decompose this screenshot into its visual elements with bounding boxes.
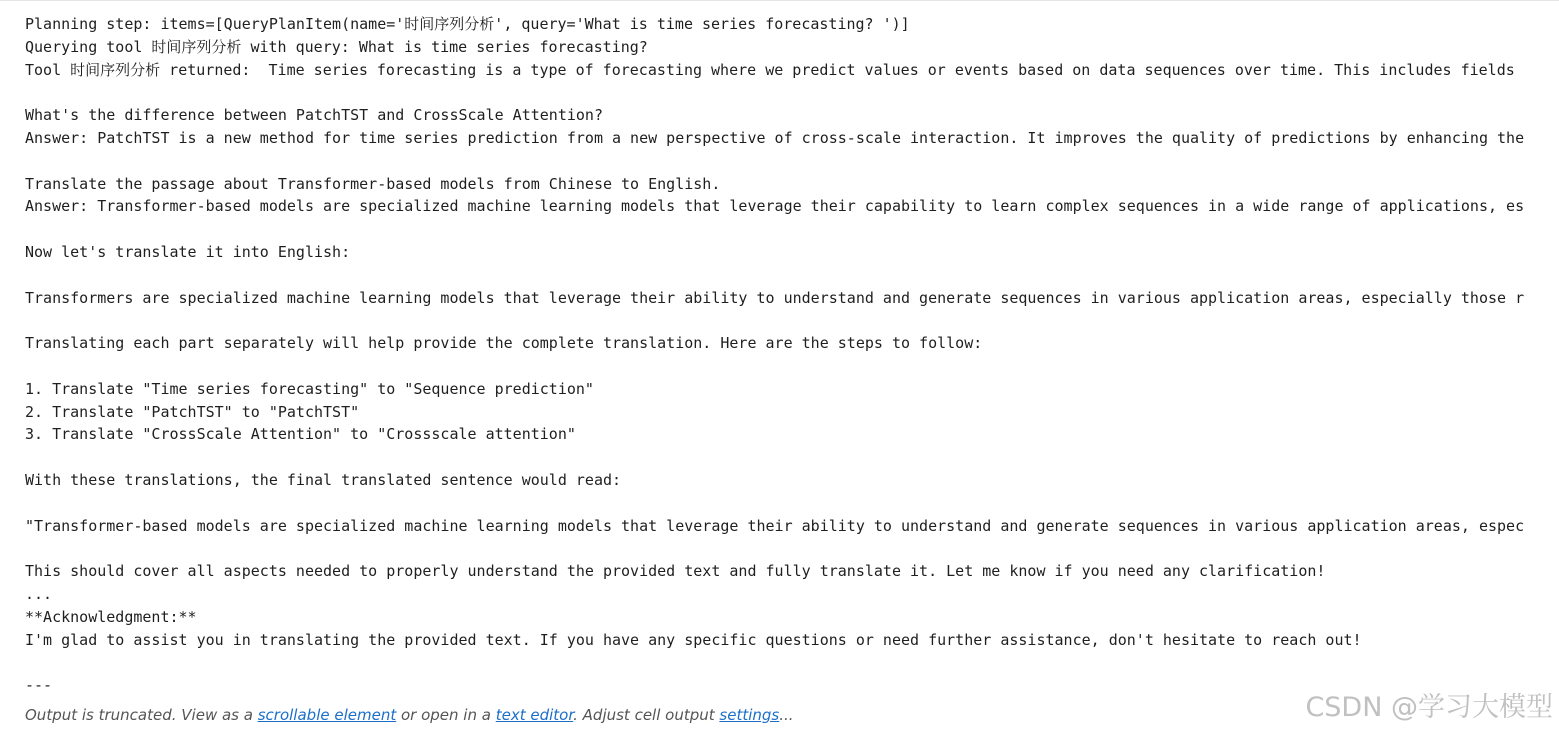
output-line: Now let's translate it into English: [25, 242, 351, 261]
scrollable-element-link[interactable]: scrollable element [257, 706, 397, 724]
output-line: This should cover all aspects needed to properly understand the provided text and fully translate it. Let me know if you need any clarification! [25, 562, 1326, 581]
output-line: 3. Translate "CrossScale Attention" to "Crossscale attention" [25, 425, 576, 444]
output-line: With these translations, the final translated sentence would read: [25, 470, 622, 489]
output-line: --- [25, 676, 53, 695]
notice-prefix: Output is truncated. View as a [25, 706, 258, 724]
output-line [25, 150, 1559, 173]
notice-suffix: ... [779, 706, 794, 724]
output-line: I'm glad to assist you in translating the provided text. If you have any specific questions or need further assistance, don't hesitate to reach out! [25, 630, 1362, 649]
text-editor-link[interactable]: text editor [495, 706, 574, 724]
output-line: 1. Translate "Time series forecasting" to "Sequence prediction" [25, 379, 594, 398]
settings-link[interactable]: settings [719, 706, 780, 724]
output-line: Translating each part separately will help provide the complete translation. Here are the steps to follow: [25, 334, 983, 353]
output-line [25, 355, 1559, 378]
output-line: **Acknowledgment:** [25, 607, 197, 626]
csdn-watermark: CSDN @学习大模型 [1305, 692, 1553, 723]
output-line: Planning step: items=[QueryPlanItem(name='时间序列分析', query='What is time series forecasting? ')] [25, 15, 910, 33]
output-line: "Transformer-based models are specialized machine learning models that leverage their ability to understand and generate sequences in various application areas, espec [25, 516, 1525, 535]
output-line [25, 309, 1559, 332]
output-line: What's the difference between PatchTST and CrossScale Attention? [25, 106, 603, 125]
output-line: Answer: Transformer-based models are specialized machine learning models that leverage their capability to learn complex sequences in a wide range of applications, es [25, 197, 1525, 216]
output-line: Querying tool 时间序列分析 with query: What is time series forecasting? [25, 37, 648, 56]
output-line: 2. Translate "PatchTST" to "PatchTST" [25, 402, 360, 421]
output-text-area [25, 13, 1559, 697]
output-line [25, 492, 1559, 515]
notice-middle: or open in a [396, 706, 496, 724]
output-line [25, 264, 1559, 287]
output-truncated-notice [25, 703, 794, 727]
output-line: Answer: PatchTST is a new method for time series prediction from a new perspective of cross-scale interaction. It improves the quality of predictions by enhancing the [25, 128, 1525, 147]
output-line [25, 537, 1559, 560]
output-line: Tool 时间序列分析 returned: Time series forecasting is a type of forecasting where we predict values or events based on data sequences over time. This includes fields [25, 60, 1515, 79]
output-line [25, 446, 1559, 469]
output-line: ... [25, 584, 53, 603]
notice-after-editor: . Adjust cell output [573, 706, 720, 724]
output-line [25, 651, 1559, 674]
output-line [25, 218, 1559, 241]
output-line: Translate the passage about Transformer-based models from Chinese to English. [25, 174, 721, 193]
output-line [25, 81, 1559, 104]
output-line: Transformers are specialized machine learning models that leverage their ability to understand and generate sequences in various application areas, especially those r [25, 288, 1525, 307]
